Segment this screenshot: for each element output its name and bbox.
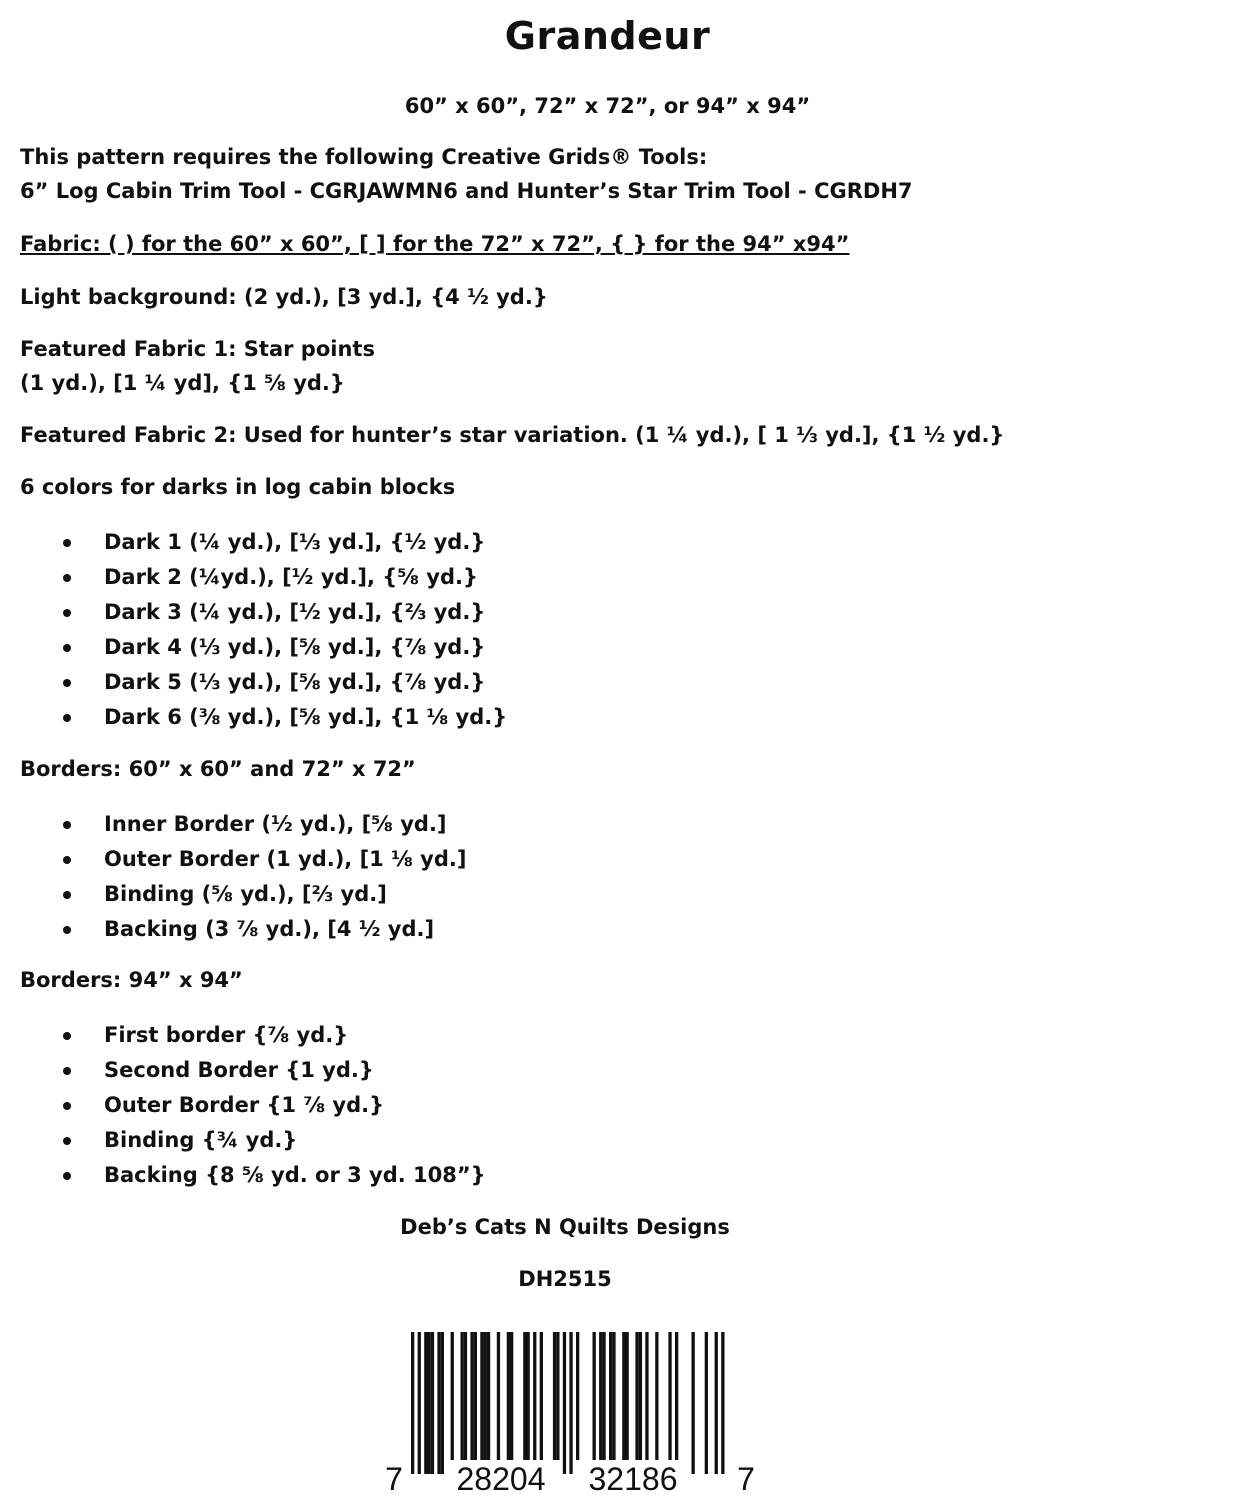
borders-large-header: Borders: 94” x 94” [20,968,243,992]
list-item: Dark 3 (¼ yd.), [½ yd.], {⅔ yd.} [60,599,507,634]
list-item: Outer Border (1 yd.), [1 ⅛ yd.] [60,846,466,881]
barcode-bar [470,1332,473,1460]
barcode-first-digit: 7 [385,1461,403,1495]
barcode-bar [533,1332,536,1460]
barcode-bar [424,1332,427,1474]
quilt-sizes: 60” x 60”, 72” x 72”, or 94” x 94” [404,94,811,118]
barcode-bar [523,1332,526,1460]
barcode-bar [484,1332,487,1460]
pattern-title: Grandeur [504,14,711,58]
barcode-bar [563,1332,566,1474]
barcode-bar [437,1332,440,1474]
barcode-bar [431,1332,434,1474]
barcode-bar [576,1332,579,1460]
list-item: Dark 4 (⅓ yd.), [⅝ yd.], {⅞ yd.} [60,634,507,669]
barcode-bar [675,1332,678,1460]
barcode-bar [527,1332,530,1460]
tools-list: 6” Log Cabin Trim Tool - CGRJAWMN6 and Hunter’s Star Trim Tool - CGRDH7 [20,179,913,203]
barcode-bar [441,1332,444,1474]
list-item: First border {⅞ yd.} [60,1022,486,1057]
barcode-bar [715,1332,718,1474]
barcode-bar [655,1332,658,1460]
barcode-bar [705,1332,708,1474]
list-item: Inner Border (½ yd.), [⅝ yd.] [60,811,466,846]
tools-intro: This pattern requires the following Creative Grids® Tools: [20,145,708,169]
barcode-bar [474,1332,477,1460]
fabric-header: Fabric: ( ) for the 60” x 60”, [ ] for the 72” x 72”, { } for the 94” x94” [20,232,850,256]
list-item: Dark 5 (⅓ yd.), [⅝ yd.], {⅞ yd.} [60,669,507,704]
borders-large-list [60,1022,486,1197]
barcode-bar [411,1332,414,1474]
borders-small-header: Borders: 60” x 60” and 72” x 72” [20,757,416,781]
barcode-bar [507,1332,510,1460]
featured-fabric-1-amounts: (1 yd.), [1 ¼ yd], {1 ⅝ yd.} [20,371,345,395]
barcode-bar [609,1332,612,1460]
barcode-bar [612,1332,615,1460]
barcode-bar [556,1332,559,1460]
barcode-bar [593,1332,596,1460]
list-item: Dark 1 (¼ yd.), [⅓ yd.], {½ yd.} [60,529,507,564]
barcode-bar [626,1332,629,1460]
barcode-bar [464,1332,467,1460]
light-background: Light background: (2 yd.), [3 yd.], {4 ½ yd.} [20,285,548,309]
barcode-bar [497,1332,500,1460]
designer-name: Deb’s Cats N Quilts Designs [400,1215,730,1239]
barcode-bar [428,1332,431,1474]
list-item: Dark 2 (¼yd.), [½ yd.], {⅝ yd.} [60,564,507,599]
list-item: Second Border {1 yd.} [60,1057,486,1092]
borders-small-list [60,811,466,951]
barcode-bar [487,1332,490,1460]
barcode-bar [553,1332,556,1460]
barcode-bar [451,1332,454,1460]
barcode-bars [411,1332,725,1474]
barcode-right-group: 32186 [588,1461,678,1495]
list-item: Backing (3 ⅞ yd.), [4 ½ yd.] [60,916,466,951]
barcode-bar [599,1332,602,1460]
pattern-number: DH2515 [518,1267,612,1291]
list-item: Backing {8 ⅝ yd. or 3 yd. 108”} [60,1162,486,1197]
featured-fabric-1-label: Featured Fabric 1: Star points [20,337,375,361]
barcode-bar [635,1332,638,1460]
barcode-left-group: 28204 [456,1461,546,1495]
barcode-bar [461,1332,464,1460]
barcode-bar [639,1332,642,1460]
barcode-bar [692,1332,695,1474]
list-item: Dark 6 (⅜ yd.), [⅝ yd.], {1 ⅛ yd.} [60,704,507,739]
darks-list [60,529,507,739]
barcode-bar [645,1332,648,1460]
barcode-bar [622,1332,625,1460]
barcode-bar [602,1332,605,1460]
barcode-check-digit: 7 [737,1461,755,1495]
barcode-bar [480,1332,483,1460]
barcode-bar [540,1332,543,1460]
barcode-bar [569,1332,572,1474]
darks-header: 6 colors for darks in log cabin blocks [20,475,456,499]
barcode-bar [418,1332,421,1474]
barcode-bar [721,1332,724,1474]
featured-fabric-2: Featured Fabric 2: Used for hunter’s star variation. (1 ¼ yd.), [ 1 ⅓ yd.], {1 ½ yd.} [20,423,1005,447]
list-item: Binding {¾ yd.} [60,1127,486,1162]
list-item: Outer Border {1 ⅞ yd.} [60,1092,486,1127]
barcode [380,1330,760,1495]
list-item: Binding (⅝ yd.), [⅔ yd.] [60,881,466,916]
barcode-bar [510,1332,513,1460]
barcode-bar [668,1332,671,1460]
